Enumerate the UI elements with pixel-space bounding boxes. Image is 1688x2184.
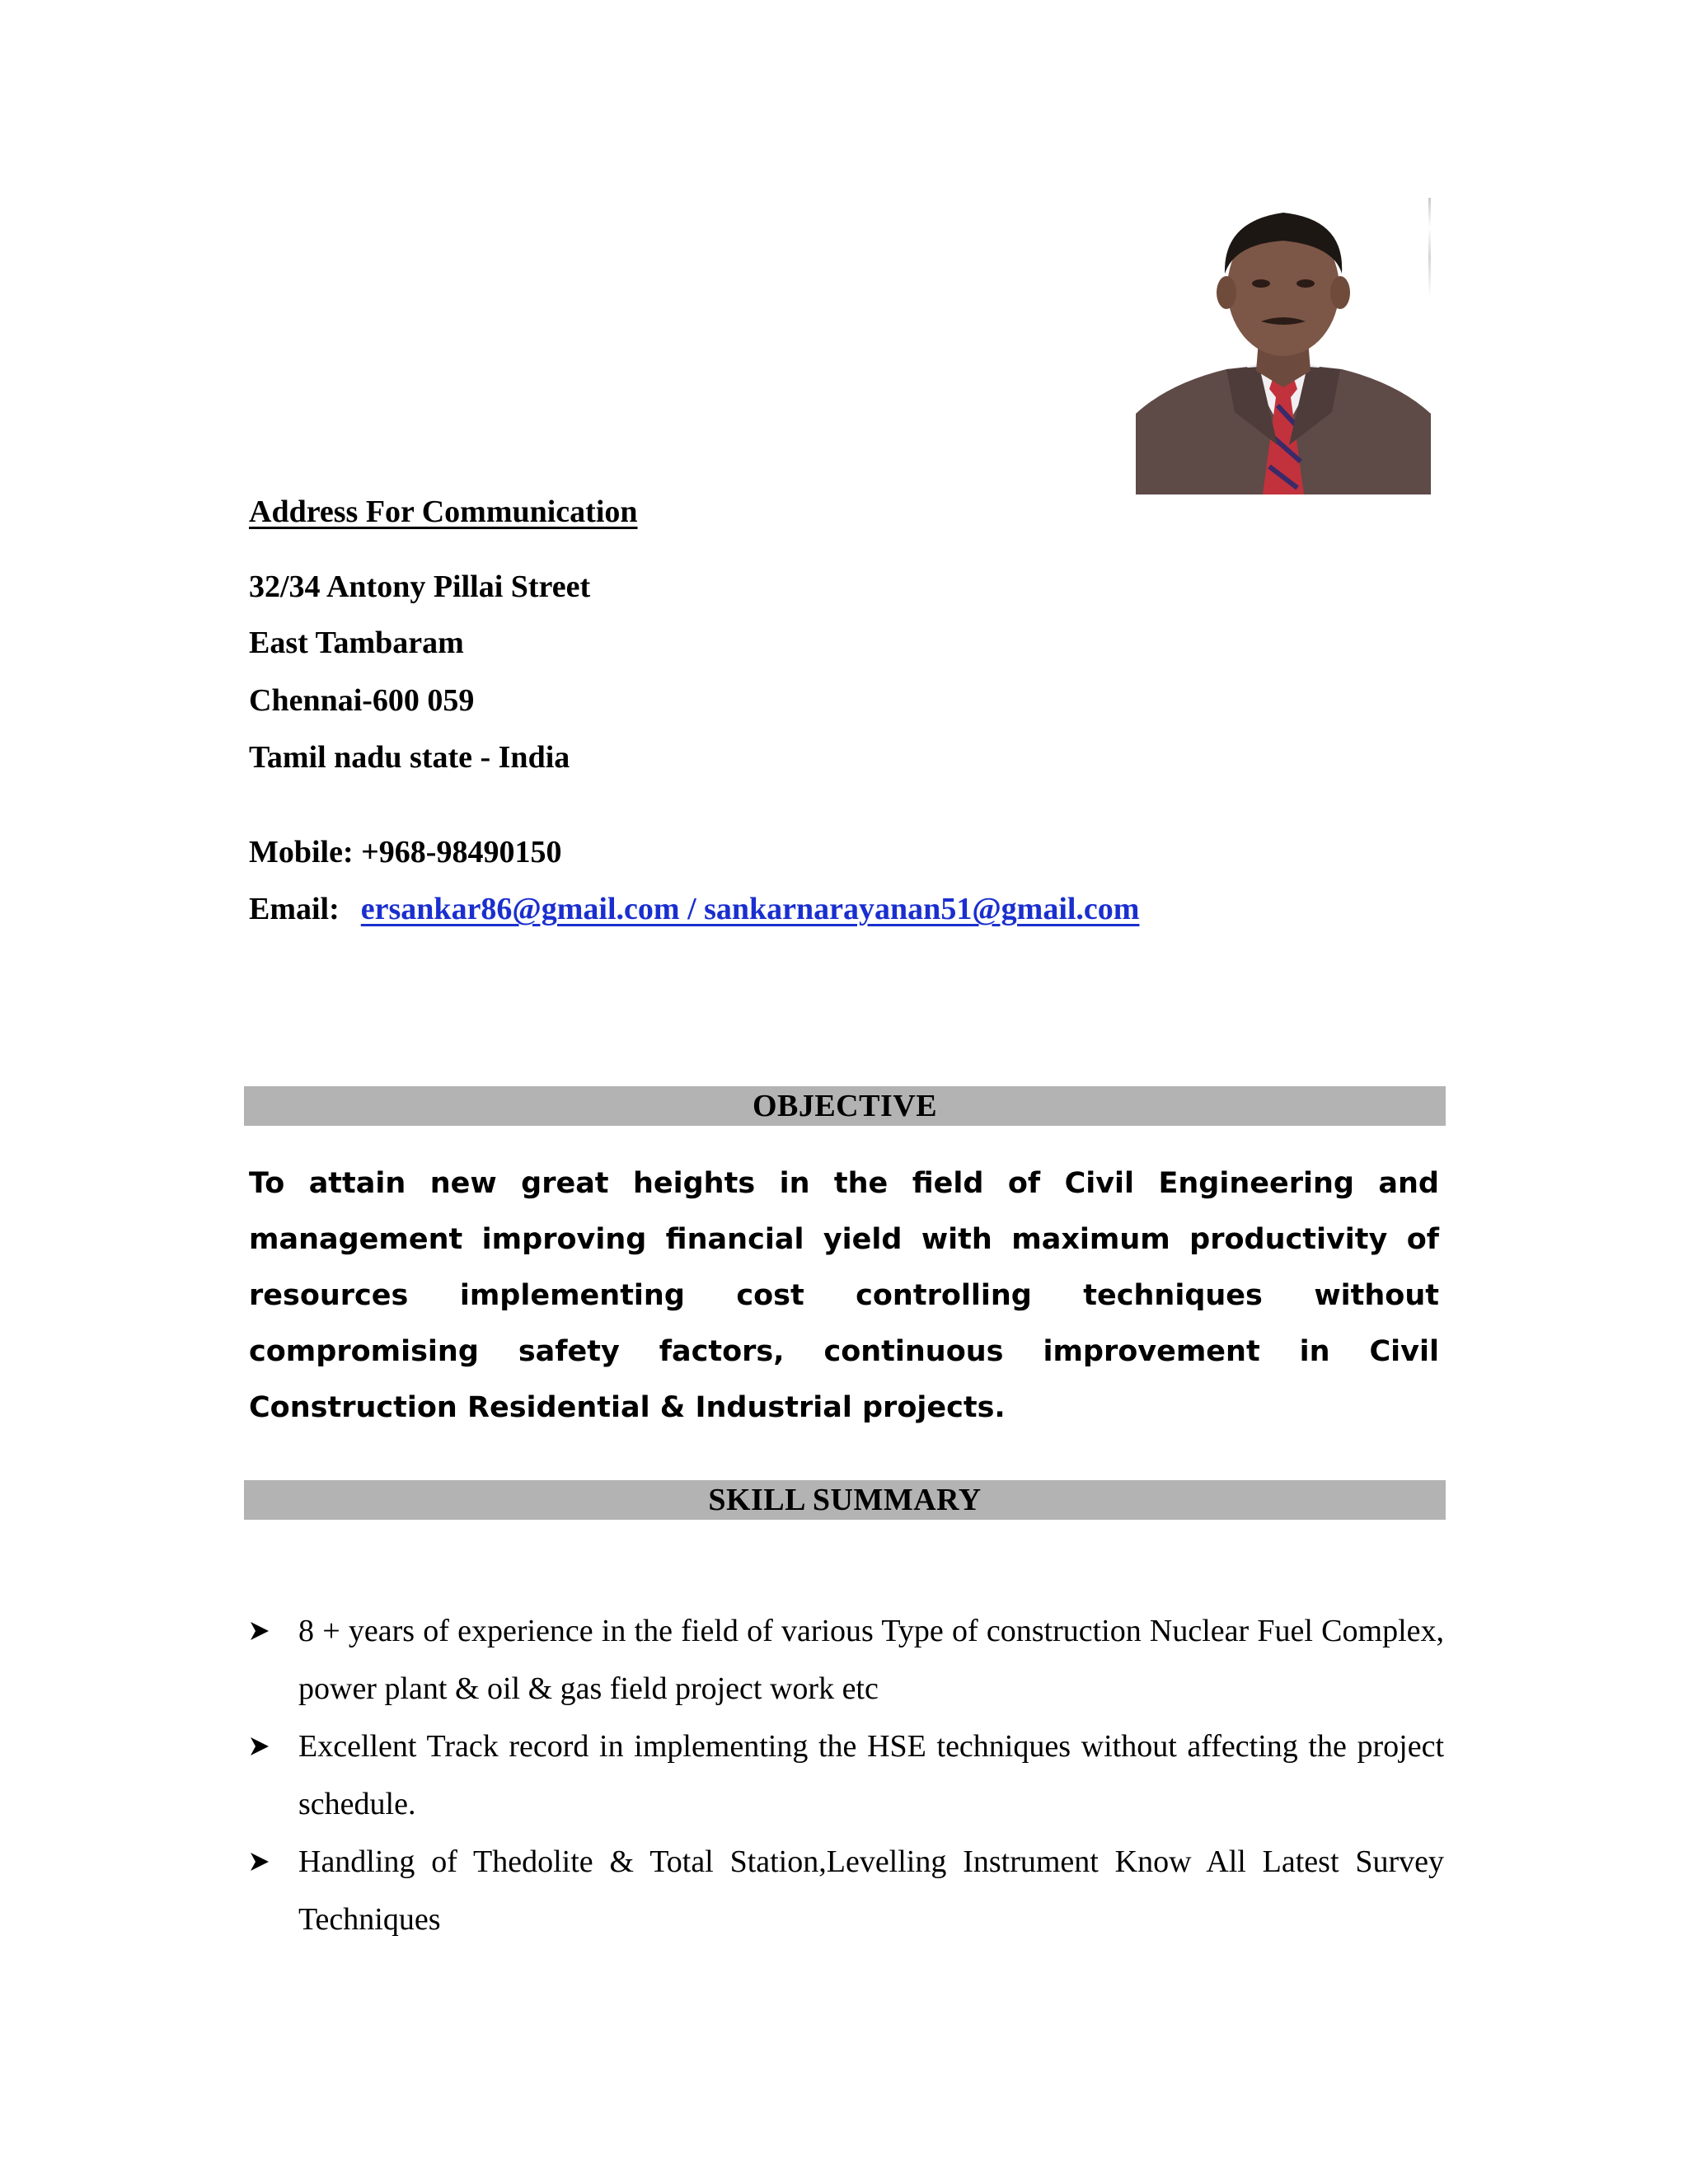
skill-summary-heading: SKILL SUMMARY	[244, 1480, 1446, 1520]
address-line-state: Tamil nadu state - India	[249, 740, 570, 775]
address-line-street: 32/34 Antony Pillai Street	[249, 569, 591, 604]
arrowhead-bullet-icon	[249, 1602, 274, 1660]
email-link[interactable]: ersankar86@gmail.com / sankarnarayanan51@gmail.com	[360, 892, 1140, 926]
arrowhead-bullet-icon	[249, 1833, 274, 1891]
mobile-row	[249, 834, 561, 870]
list-item	[249, 1602, 1444, 1718]
mobile-value: +968-98490150	[361, 835, 562, 869]
list-item	[249, 1833, 1444, 1948]
address-line-area: East Tambaram	[249, 626, 464, 660]
skill-text: Handling of Thedolite & Total Station,Levelling Instrument Know All Latest Survey Techniques	[298, 1844, 1444, 1937]
address-heading: Address For Communication	[249, 494, 638, 529]
arrowhead-bullet-icon	[249, 1718, 274, 1775]
email-row	[249, 891, 1139, 927]
profile-photo	[1136, 198, 1431, 494]
objective-text: To attain new great heights in the field of Civil Engineering and management improving financial yield with maximum productivity of resources implementing cost controlling techniques without compromising safety factors, continuous improvement in Civil Construction Residential & Industrial projects.	[249, 1167, 1439, 1424]
photo-border-edge	[1428, 198, 1431, 297]
skill-text: 8 + years of experience in the field of various Type of construction Nuclear Fuel Complex, power plant & oil & gas field project work etc	[298, 1614, 1444, 1706]
email-label: Email:	[249, 892, 340, 926]
mobile-label: Mobile:	[249, 835, 354, 869]
objective-heading: OBJECTIVE	[244, 1086, 1446, 1126]
skill-list	[249, 1602, 1444, 1948]
list-item	[249, 1718, 1444, 1833]
address-line-city: Chennai-600 059	[249, 683, 475, 718]
skill-text: Excellent Track record in implementing the HSE techniques without affecting the project schedule.	[298, 1729, 1444, 1821]
